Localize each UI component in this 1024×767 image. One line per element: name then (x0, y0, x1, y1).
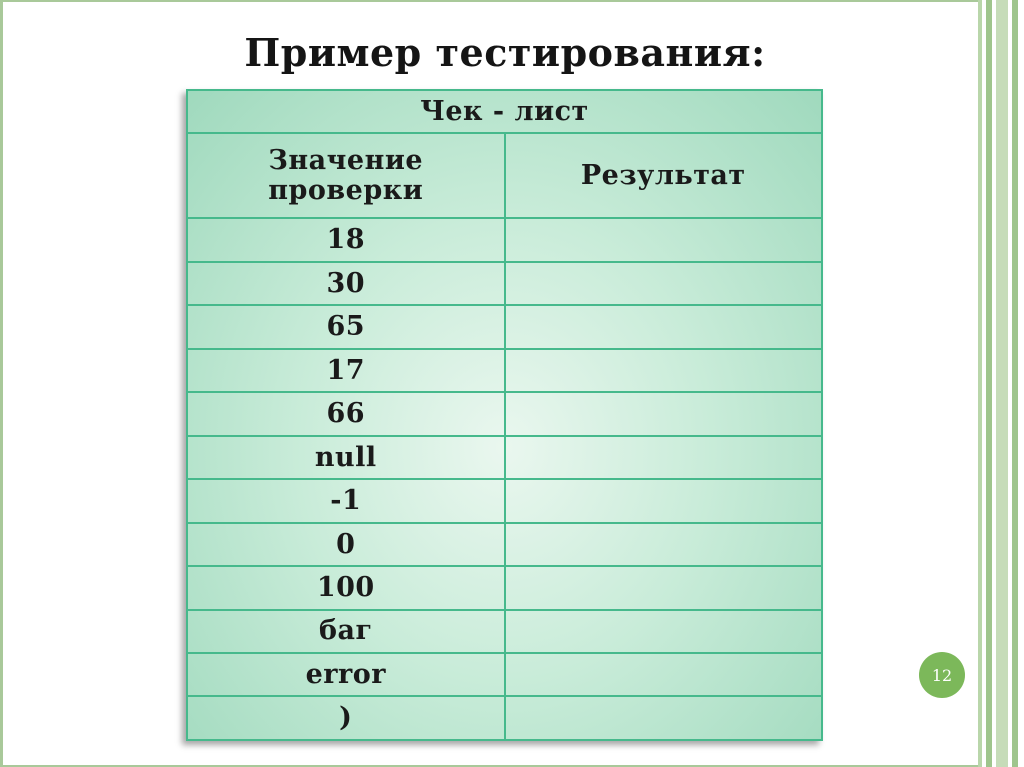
table-row (187, 392, 822, 435)
result-cell (505, 696, 823, 740)
frame-left-border (0, 0, 3, 767)
check-value-cell: 100 (187, 566, 505, 609)
result-cell (505, 653, 823, 696)
result-cell (505, 436, 823, 479)
checklist-table-container (186, 89, 823, 741)
result-cell (505, 262, 823, 305)
table-row (187, 305, 822, 348)
check-value-cell: error (187, 653, 505, 696)
check-value-cell: баг (187, 610, 505, 653)
result-cell (505, 523, 823, 566)
slide-title: Пример тестирования: (244, 30, 766, 75)
table-row (187, 436, 822, 479)
table-row (187, 218, 822, 261)
check-value-cell: 0 (187, 523, 505, 566)
check-value-cell: null (187, 436, 505, 479)
result-cell (505, 610, 823, 653)
result-cell (505, 479, 823, 522)
result-cell (505, 349, 823, 392)
table-row (187, 523, 822, 566)
check-value-cell: ) (187, 696, 505, 740)
table-row (187, 610, 822, 653)
table-row (187, 349, 822, 392)
result-cell (505, 218, 823, 261)
table-row (187, 262, 822, 305)
frame-top-border (0, 0, 990, 2)
result-cell (505, 392, 823, 435)
table-caption: Чек - лист (187, 90, 822, 133)
page-number-badge: 12 (919, 652, 965, 698)
check-value-cell: 66 (187, 392, 505, 435)
table-row (187, 479, 822, 522)
table-row (187, 696, 822, 740)
column-header-result: Результат (505, 133, 823, 218)
check-value-cell: 18 (187, 218, 505, 261)
check-value-cell: 17 (187, 349, 505, 392)
column-header-value: Значение проверки (187, 133, 505, 218)
check-value-cell: -1 (187, 479, 505, 522)
table-row (187, 653, 822, 696)
table-row (187, 566, 822, 609)
decorative-stripes (978, 0, 1024, 767)
table-header-row (187, 133, 822, 218)
check-value-cell: 65 (187, 305, 505, 348)
result-cell (505, 566, 823, 609)
check-value-cell: 30 (187, 262, 505, 305)
table-caption-row (187, 90, 822, 133)
checklist-table (186, 89, 823, 741)
result-cell (505, 305, 823, 348)
